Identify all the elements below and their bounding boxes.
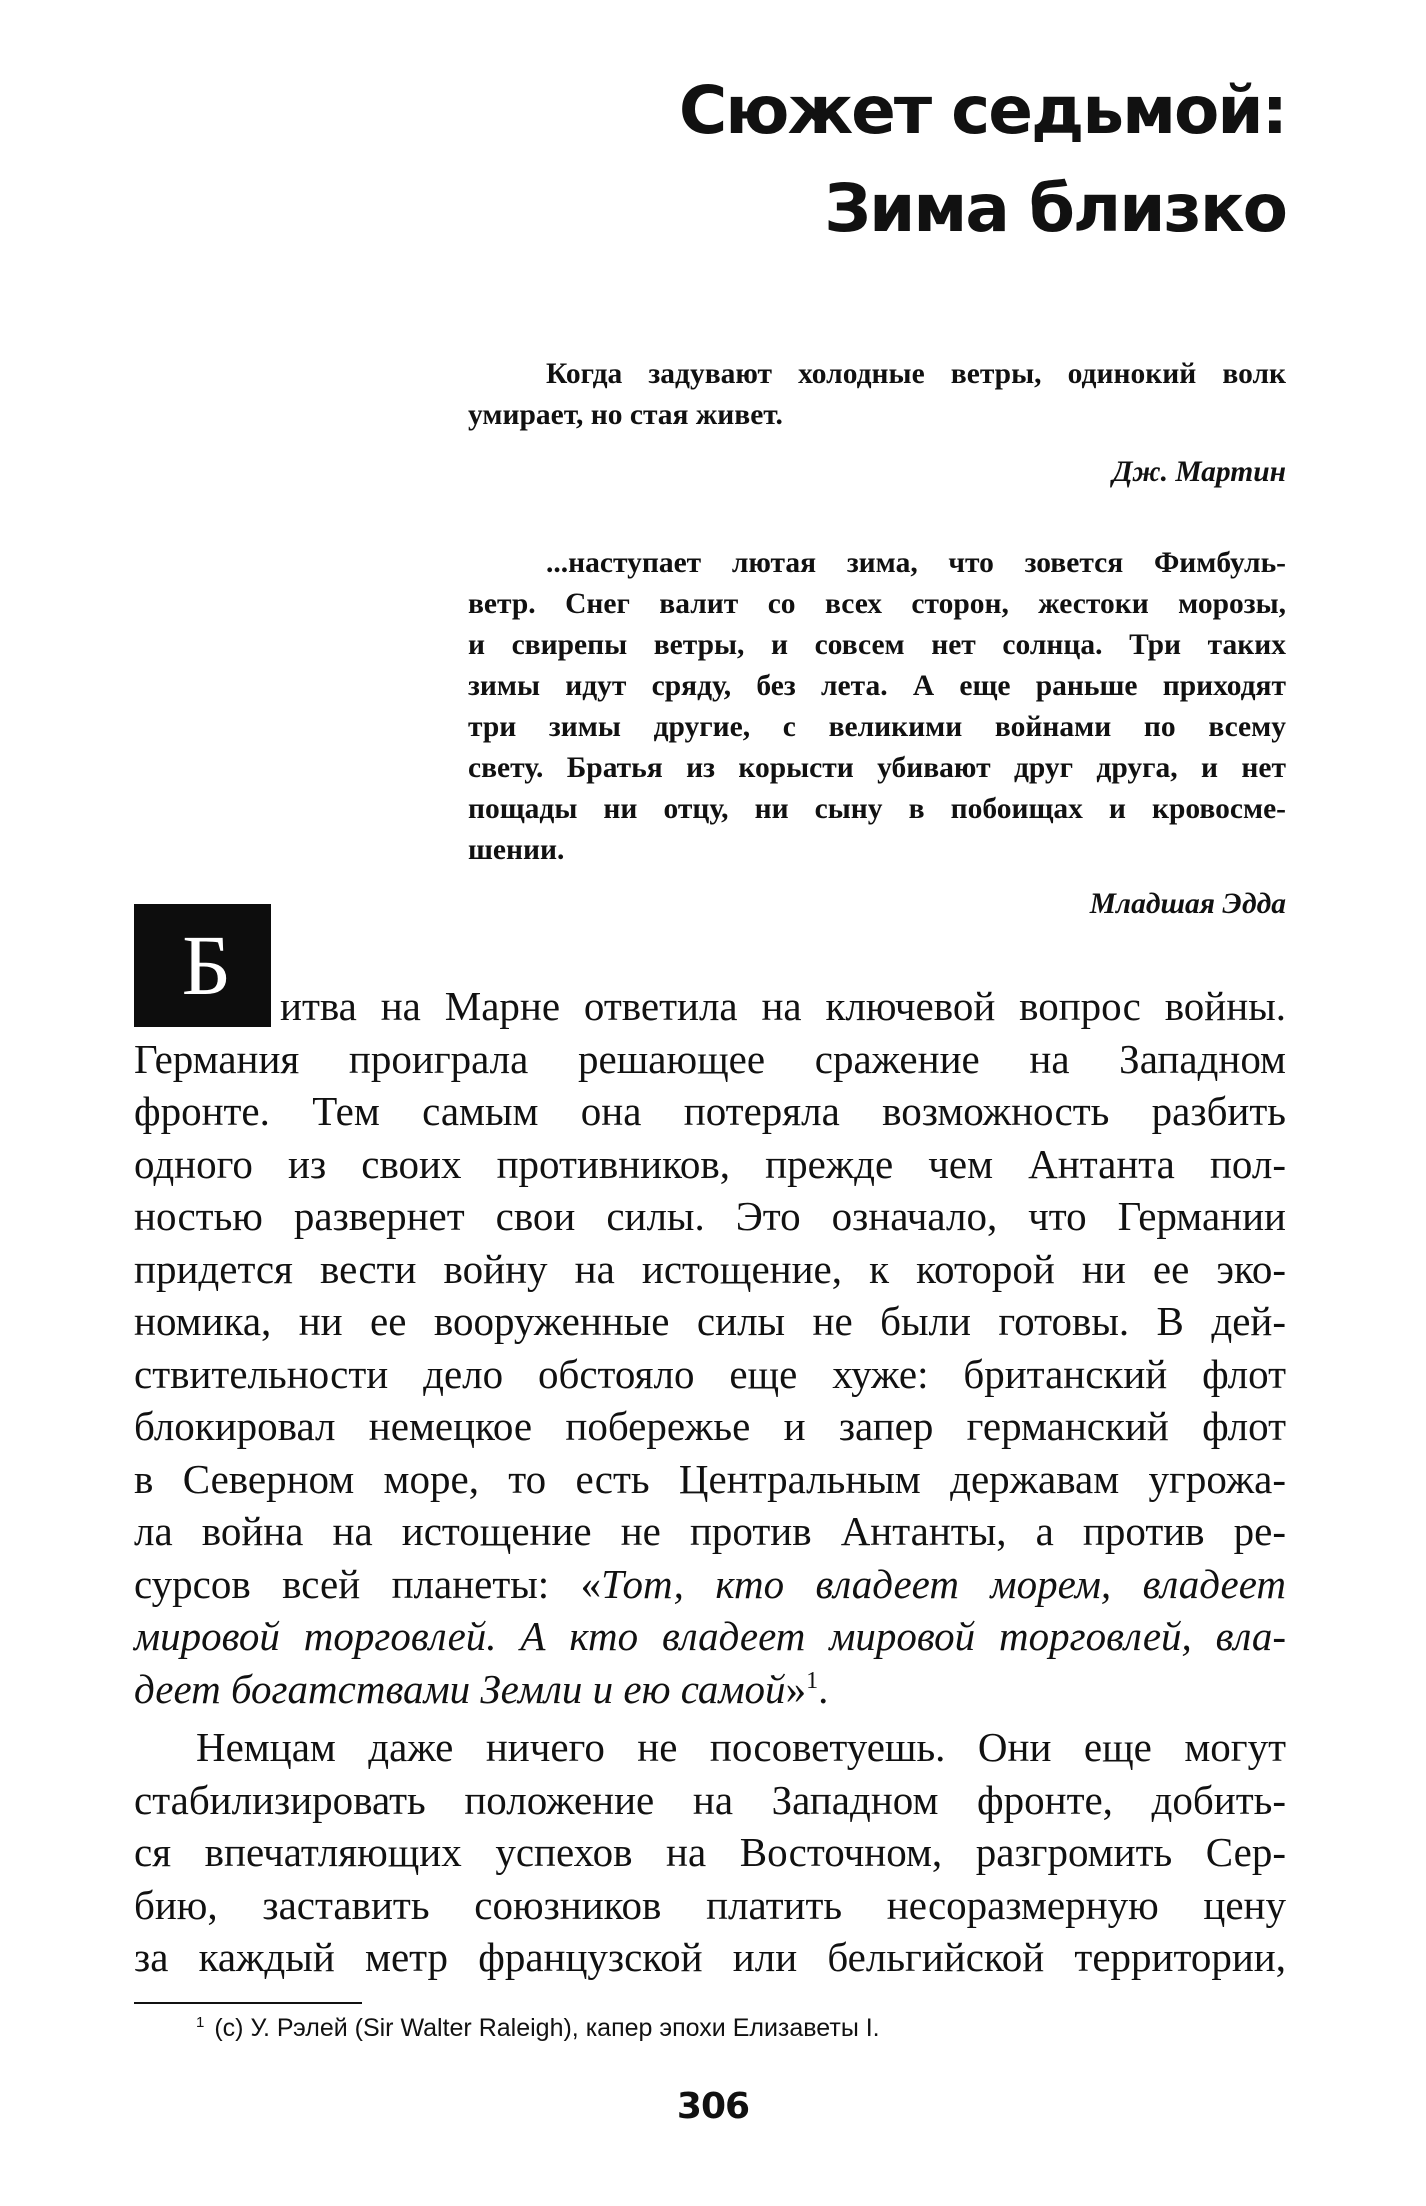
body-line-quote-start	[134, 1558, 1286, 1611]
epigraph-1	[468, 354, 1286, 436]
body-text-plain: сурсов всей планеты: «	[134, 1560, 602, 1607]
quote-text: мировой торговлей. А кто владеет мировой торговлей, вла-	[134, 1613, 1286, 1659]
body-line: ла война на истощение не против Антанты, а против ре-	[134, 1508, 1286, 1554]
body-line: номика, ни ее вооруженные силы не были готовы. В дей-	[134, 1298, 1286, 1344]
body-line: Германия проиграла решающее сражение на Западном	[134, 1035, 1286, 1082]
chapter-title	[386, 62, 1286, 258]
body-line: в Северном море, то есть Центральным державам угрожа-	[134, 1455, 1286, 1502]
epigraph-line: умирает, но стая живет.	[468, 399, 783, 431]
body-line-quote	[134, 1610, 1286, 1663]
epigraph-line: шении.	[468, 834, 565, 866]
body-line: итва на Марне ответила на ключевой вопрос войны.	[280, 983, 1286, 1029]
footnote-divider	[134, 2002, 362, 2004]
chapter-title-line-2: Зима близко	[824, 170, 1286, 247]
drop-cap-letter: Б	[181, 917, 232, 1013]
body-line: стабилизировать положение на Западном фронте, добить-	[134, 1776, 1286, 1823]
epigraph-line: ветр. Снег валит со всех сторон, жестоки морозы,	[468, 588, 1286, 620]
epigraph-line: Когда задувают холодные ветры, одинокий волк	[546, 358, 1286, 390]
body-line: ся впечатляющих успехов на Восточном, разгромить Сер-	[134, 1829, 1286, 1875]
epigraph-2	[468, 543, 1286, 871]
body-line: Немцам даже ничего не посоветуешь. Они еще могут	[196, 1724, 1286, 1770]
epigraph-line: зимы идут сряду, без лета. А еще раньше приходят	[468, 670, 1286, 702]
quote-text: Тот, кто владеет морем, владеет	[601, 1560, 1287, 1607]
body-line: одного из своих противников, прежде чем Антанта пол-	[134, 1140, 1286, 1187]
body-line: ствительности дело обстояло еще хуже: британский флот	[134, 1350, 1286, 1397]
body-line: фронте. Тем самым она потеряла возможность разбить	[134, 1088, 1286, 1134]
epigraph-2-attribution: Младшая Эдда	[1089, 888, 1286, 920]
body-line: за каждый метр французской или бельгийской территории,	[134, 1934, 1286, 1980]
body-line: придется вести войну на истощение, к которой ни ее эко-	[134, 1245, 1286, 1292]
closing-quote: »	[785, 1665, 807, 1712]
page-number: 306	[676, 2086, 750, 2127]
epigraph-line: три зимы другие, с великими войнами по всему	[468, 711, 1286, 743]
chapter-title-line-1: Сюжет седьмой:	[678, 72, 1286, 149]
footnote	[196, 2010, 1286, 2046]
footnote-reference[interactable]: 1	[806, 1667, 819, 1694]
epigraph-line: ...наступает лютая зима, что зовется Фимбуль-	[546, 547, 1286, 579]
epigraph-line: пощады ни отцу, ни сыну в побоищах и кровосме-	[468, 793, 1286, 825]
body-line: блокировал немецкое побережье и запер германский флот	[134, 1403, 1286, 1449]
sentence-end: .	[818, 1665, 829, 1712]
body-text	[134, 980, 1286, 1984]
quote-text: деет богатствами Земли и ею самой	[134, 1665, 786, 1712]
epigraph-1-attribution: Дж. Мартин	[1112, 456, 1286, 488]
epigraph-line: свету. Братья из корысти убивают друг друга, и нет	[468, 752, 1286, 784]
footnote-text: (с) У. Рэлей (Sir Walter Raleigh), капер эпохи Елизаветы I.	[214, 2014, 880, 2042]
body-line: бию, заставить союзников платить несоразмерную цену	[134, 1881, 1286, 1928]
footnote-number: 1	[196, 2014, 205, 2031]
body-line-quote-end	[134, 1663, 1286, 1716]
epigraph-line: и свирепы ветры, и совсем нет солнца. Три таких	[468, 629, 1286, 661]
body-line: ностью развернет свои силы. Это означало, что Германии	[134, 1193, 1286, 1239]
